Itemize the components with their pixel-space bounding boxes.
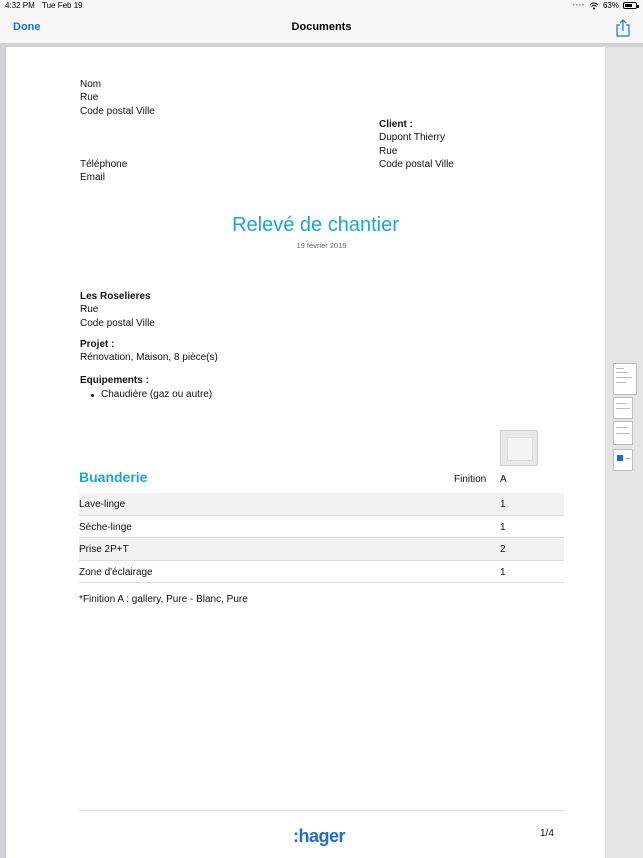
finition-code: A [500, 474, 507, 485]
site-city: Code postal Ville [80, 317, 155, 329]
project-value: Rénovation, Maison, 8 pièce(s) [80, 352, 218, 364]
room-title: Buanderie [79, 469, 148, 485]
row-label: Zone d'éclairage [79, 566, 153, 578]
sender-phone: Téléphone [80, 159, 128, 170]
client-label: Client : [379, 119, 413, 130]
room-table [79, 493, 564, 583]
table-row [79, 561, 564, 584]
footer-divider [79, 810, 564, 811]
sender-city: Code postal Ville [80, 105, 155, 117]
nav-title: Documents [291, 21, 352, 33]
page-thumbnail-1[interactable] [613, 363, 637, 395]
row-label: Prise 2P+T [79, 544, 129, 555]
finition-header: Finition [454, 474, 487, 485]
table-row [79, 493, 564, 516]
row-value: 1 [500, 566, 506, 578]
sender-email: Email [80, 172, 106, 184]
done-button[interactable]: Done [13, 21, 41, 33]
status-bar [0, 0, 643, 13]
finition-footnote: *Finition A : gallery, Pure - Blanc, Pure [79, 594, 248, 605]
table-row [79, 516, 564, 539]
page-number: 1/4 [540, 828, 554, 839]
sender-name: Nom [80, 79, 102, 90]
row-value: 1 [500, 499, 506, 510]
client-street: Rue [379, 145, 398, 157]
hager-logo: :hager [293, 826, 346, 846]
page-thumbnail-2[interactable] [613, 397, 633, 419]
table-row [79, 538, 564, 561]
equipment-item: Chaudière (gaz ou autre) [101, 389, 213, 400]
row-label: Lave-linge [79, 499, 126, 510]
sender-street: Rue [80, 92, 99, 104]
row-value: 2 [500, 544, 506, 555]
battery-percent: 63% [602, 1, 619, 10]
document-date: 19 février 2019 [296, 241, 347, 250]
status-time: 4:32 PM [5, 1, 35, 10]
client-city: Code postal Ville [379, 159, 454, 171]
bullet-icon [91, 394, 94, 397]
status-date: Tue Feb 19 [42, 1, 83, 10]
switch-finish-image [500, 430, 538, 466]
status-right [573, 1, 637, 10]
row-value: 1 [500, 521, 506, 533]
document-title: Relevé de chantier [232, 214, 399, 236]
site-street: Rue [80, 304, 99, 316]
signal-dots-icon: •••• [572, 2, 585, 9]
site-name: Les Roselieres [80, 291, 151, 302]
share-icon[interactable] [615, 19, 631, 37]
page-thumbnail-3[interactable] [613, 421, 633, 445]
page-thumbnail-4[interactable] [613, 449, 633, 471]
client-name: Dupont Thierry [379, 132, 445, 144]
nav-bar [0, 13, 643, 44]
battery-icon [623, 2, 637, 9]
project-label: Projet : [80, 339, 115, 350]
equipment-label: Equipements : [80, 375, 149, 386]
wifi-icon [589, 2, 599, 10]
row-label: Sèche-linge [79, 521, 132, 533]
